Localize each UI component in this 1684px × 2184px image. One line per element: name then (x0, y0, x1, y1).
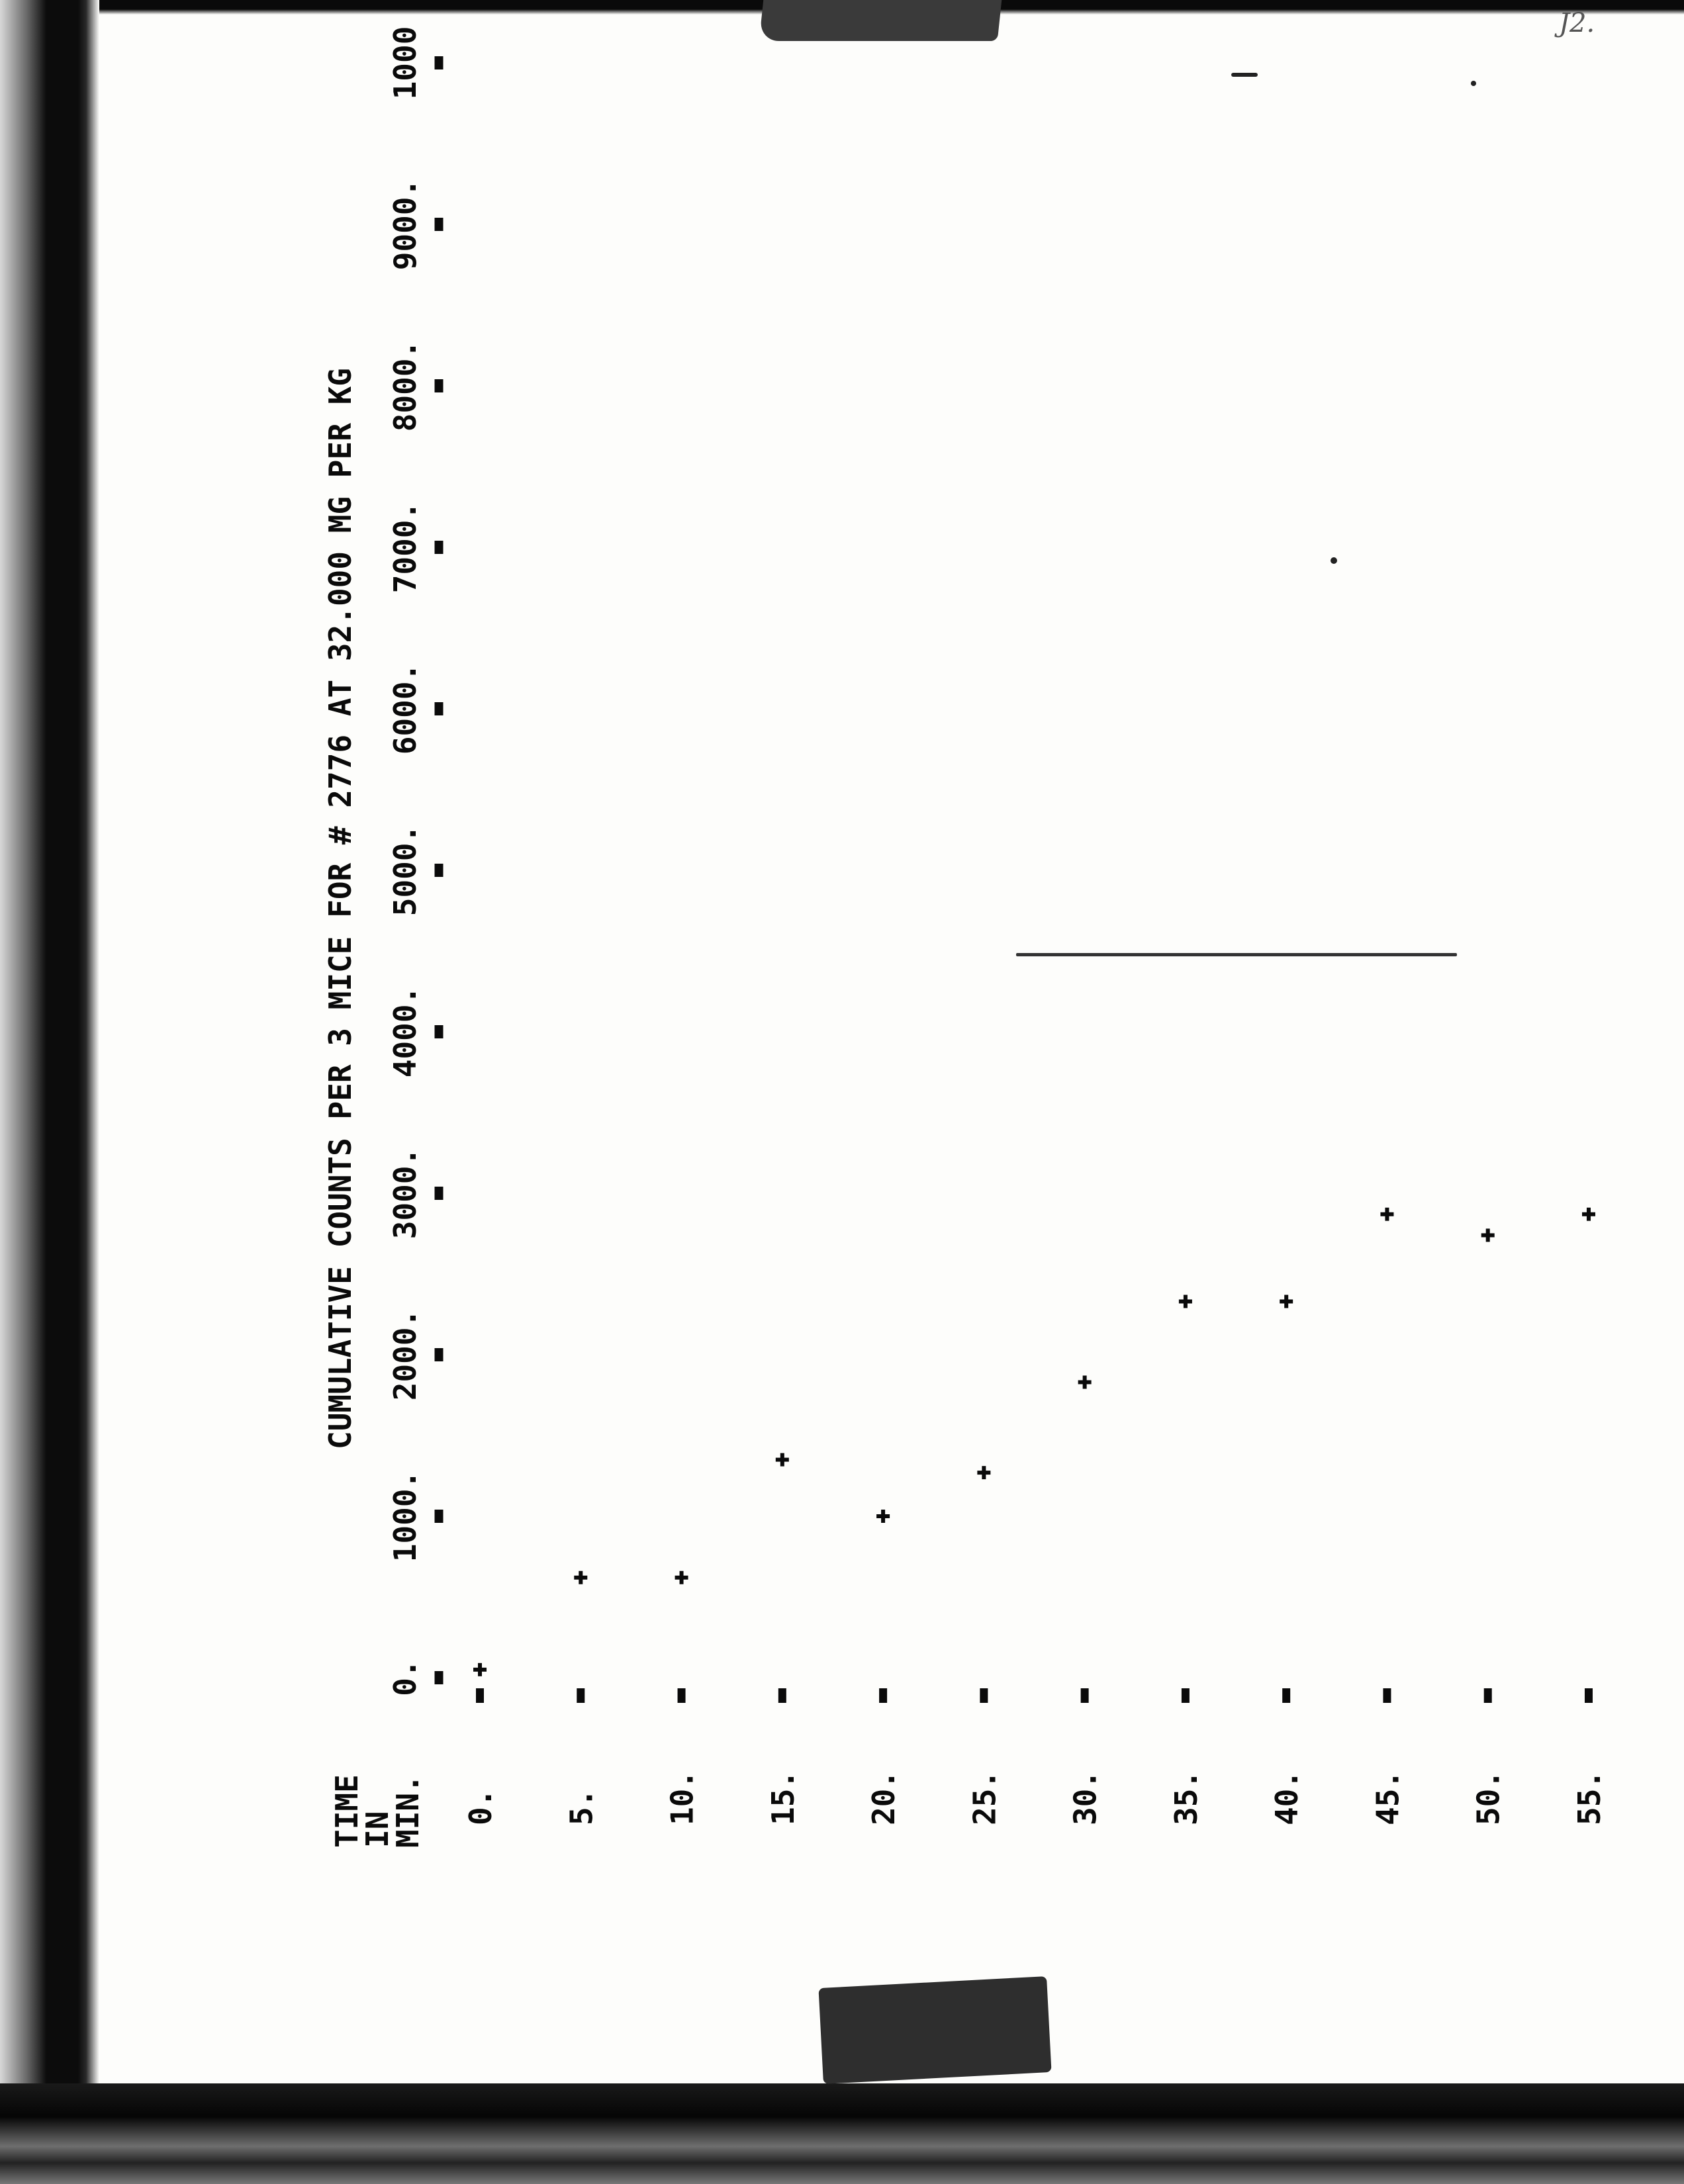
axis-tick-mark (435, 864, 444, 877)
time-tick-label: 50. (1470, 1770, 1507, 1825)
time-tick-mark (1282, 1688, 1290, 1703)
time-tick-mark (476, 1688, 484, 1703)
axis-tick-label: 5000. (387, 824, 423, 917)
time-tick-mark (879, 1688, 887, 1703)
axis-tick-label: 6000. (387, 662, 423, 755)
time-tick-mark (1585, 1688, 1593, 1703)
axis-tick-label: 0. (387, 1659, 423, 1696)
axis-tick-mark (435, 1348, 444, 1361)
axis-tick-mark (435, 541, 444, 554)
time-tick-mark (1081, 1688, 1089, 1703)
data-point (473, 1663, 487, 1676)
data-point (977, 1466, 990, 1479)
axis-tick-mark (435, 218, 444, 231)
data-point (1481, 1228, 1495, 1242)
data-point (776, 1453, 789, 1467)
time-tick-label: 10. (664, 1770, 700, 1825)
data-point (675, 1571, 688, 1584)
time-tick-label: 30. (1067, 1770, 1103, 1825)
axis-tick-mark (435, 56, 444, 69)
data-point (876, 1510, 890, 1523)
time-tick-label: 55. (1571, 1770, 1607, 1825)
axis-tick-mark (435, 1671, 444, 1684)
data-point (574, 1571, 587, 1584)
time-axis-label: IN (359, 1811, 395, 1848)
time-tick-mark (1383, 1688, 1391, 1703)
axis-tick-label: 1000. (387, 1470, 423, 1563)
axis-tick-label: 9000. (387, 178, 423, 271)
time-axis-label: TIME (329, 1774, 365, 1848)
time-tick-mark (577, 1688, 585, 1703)
data-point (1179, 1295, 1192, 1308)
time-tick-label: 20. (866, 1770, 902, 1825)
axis-tick-label: 7000. (387, 501, 423, 594)
axis-tick-mark (435, 1510, 444, 1523)
axis-tick-label: 2000. (387, 1308, 423, 1401)
time-tick-mark (1484, 1688, 1492, 1703)
axis-tick-mark (435, 379, 444, 392)
axis-tick-mark (435, 1187, 444, 1200)
data-point (1078, 1375, 1092, 1388)
chart-title: CUMULATIVE COUNTS PER 3 MICE FOR # 2776 AT 32.000 MG PER KG (322, 368, 358, 1449)
time-tick-label: 45. (1370, 1770, 1406, 1825)
data-point (1380, 1208, 1393, 1221)
time-tick-mark (1182, 1688, 1190, 1703)
time-tick-label: 5. (563, 1788, 600, 1825)
time-tick-mark (678, 1688, 686, 1703)
axis-tick-mark (435, 702, 444, 715)
axis-tick-label: 1000 (387, 26, 423, 100)
time-tick-label: 15. (765, 1770, 801, 1825)
time-tick-mark (778, 1688, 786, 1703)
axis-tick-label: 4000. (387, 985, 423, 1078)
data-point (1280, 1295, 1293, 1308)
data-point (1582, 1208, 1595, 1221)
axis-tick-mark (435, 1025, 444, 1038)
axis-tick-label: 3000. (387, 1147, 423, 1240)
time-tick-label: 0. (463, 1788, 498, 1825)
time-axis-label: MIN. (390, 1774, 426, 1848)
time-tick-label: 25. (966, 1770, 1003, 1825)
axis-tick-label: 8000. (387, 340, 423, 432)
time-tick-mark (980, 1688, 988, 1703)
time-tick-label: 35. (1168, 1770, 1204, 1825)
time-tick-label: 40. (1269, 1770, 1305, 1825)
page-number-mark: J2. (1559, 8, 1595, 38)
